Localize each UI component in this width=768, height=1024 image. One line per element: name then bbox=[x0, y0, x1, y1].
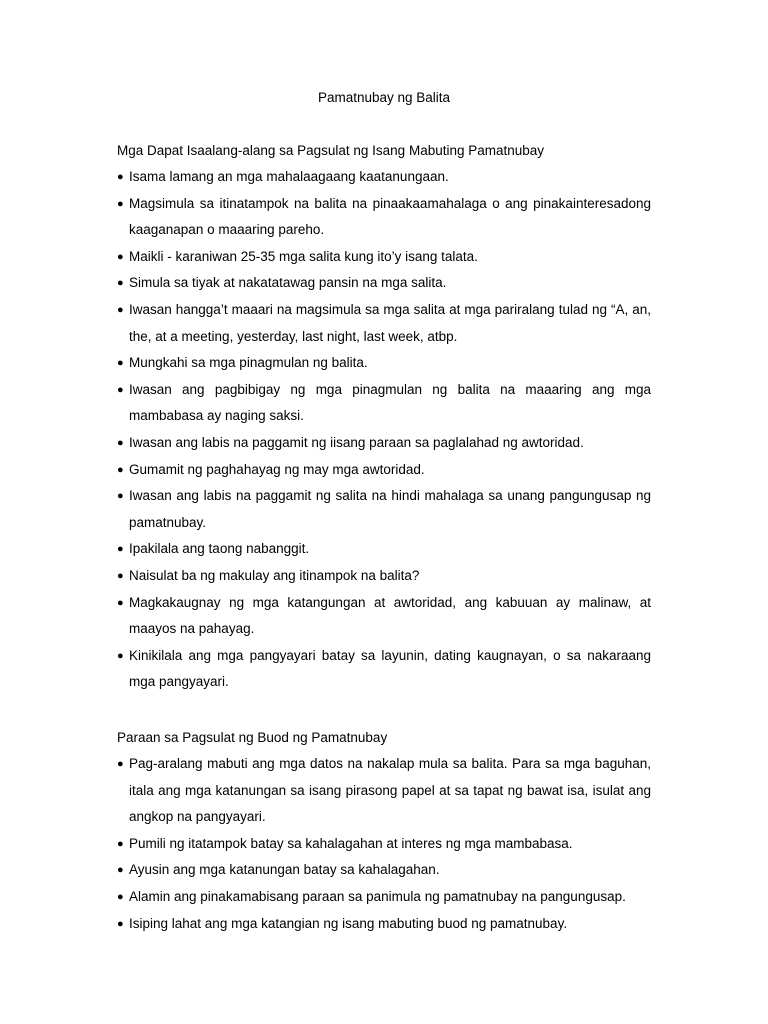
list-item: ● Isama lamang an mga mahalaagaang kaatanungaan. bbox=[117, 164, 651, 191]
section-heading-method: Paraan sa Pagsulat ng Buod ng Pamatnubay bbox=[117, 730, 388, 745]
bullet-icon: ● bbox=[117, 303, 124, 316]
bullet-icon: ● bbox=[117, 890, 124, 903]
list-item: ● Ayusin ang mga katanungan batay sa kahalagahan. bbox=[117, 857, 651, 884]
list-item: ● Pumili ng itatampok batay sa kahalagahan at interes ng mga mambabasa. bbox=[117, 831, 651, 858]
list-item: ● Alamin ang pinakamabisang paraan sa panimula ng pamatnubay na pangungusap. bbox=[117, 884, 651, 911]
bullet-icon: ● bbox=[117, 383, 124, 396]
list-item: ● Magkakaugnay ng mga katangungan at awtoridad, ang kabuuan ay malinaw, at maayos na pahayag. bbox=[117, 590, 651, 643]
bullet-icon: ● bbox=[117, 277, 124, 290]
list-item: ● Iwasan ang labis na paggamit ng salita na hindi mahalaga sa unang pangungusap ng pamatnubay. bbox=[117, 483, 651, 536]
list-item: ● Ipakilala ang taong nabanggit. bbox=[117, 536, 651, 563]
bullet-icon: ● bbox=[117, 171, 124, 183]
bullet-icon: ● bbox=[117, 357, 124, 370]
list-item: ● Mungkahi sa mga pinagmulan ng balita. bbox=[117, 350, 651, 377]
bullet-icon: ● bbox=[117, 436, 124, 449]
list-item: ● Simula sa tiyak at nakatatawag pansin na mga salita. bbox=[117, 270, 651, 297]
bullet-icon: ● bbox=[117, 543, 124, 556]
bullet-icon: ● bbox=[117, 197, 124, 210]
list-item: ● Iwasan hangga’t maaari na magsimula sa mga salita at mga pariralang tulad ng “A, an, the, at a meeting, yesterday, last night, last week, atbp. bbox=[117, 297, 651, 350]
bullet-icon: ● bbox=[117, 250, 124, 263]
document-title: Pamatnubay ng Balita bbox=[317, 90, 451, 105]
considerations-list bbox=[117, 164, 651, 696]
bullet-icon: ● bbox=[117, 837, 124, 850]
method-list bbox=[117, 751, 651, 937]
bullet-icon: ● bbox=[117, 596, 124, 609]
bullet-icon: ● bbox=[117, 463, 124, 476]
section-heading-considerations: Mga Dapat Isaalang-alang sa Pagsulat ng Isang Mabuting Pamatnubay bbox=[117, 143, 545, 158]
bullet-icon: ● bbox=[117, 758, 124, 770]
list-item: ● Kinikilala ang mga pangyayari batay sa layunin, dating kaugnayan, o sa nakaraang mga pangyayari. bbox=[117, 643, 651, 696]
bullet-icon: ● bbox=[117, 864, 124, 877]
list-item: ● Gumamit ng paghahayag ng may mga awtoridad. bbox=[117, 457, 651, 484]
bullet-icon: ● bbox=[117, 649, 124, 662]
bullet-icon: ● bbox=[117, 569, 124, 582]
list-item: ● Magsimula sa itinatampok na balita na pinaakaamahalaga o ang pinakainteresadong kaaganapan o maaaring pareho. bbox=[117, 191, 651, 244]
bullet-icon: ● bbox=[117, 490, 124, 503]
list-item: ● Pag-aralang mabuti ang mga datos na nakalap mula sa balita. Para sa mga baguhan, itala ang mga katanungan sa isang pirasong papel at sa tapat ng bawat isa, isulat ang angkop na pangyayari. bbox=[117, 751, 651, 831]
bullet-icon: ● bbox=[117, 917, 124, 930]
list-item: ● Naisulat ba ng makulay ang itinampok na balita? bbox=[117, 563, 651, 590]
list-item: ● Maikli - karaniwan 25-35 mga salita kung ito’y isang talata. bbox=[117, 244, 651, 271]
list-item: ● Iwasan ang pagbibigay ng mga pinagmulan ng balita na maaaring ang mga mambabasa ay naging saksi. bbox=[117, 377, 651, 430]
list-item: ● Iwasan ang labis na paggamit ng iisang paraan sa paglalahad ng awtoridad. bbox=[117, 430, 651, 457]
list-item: ● Isiping lahat ang mga katangian ng isang mabuting buod ng pamatnubay. bbox=[117, 911, 651, 938]
